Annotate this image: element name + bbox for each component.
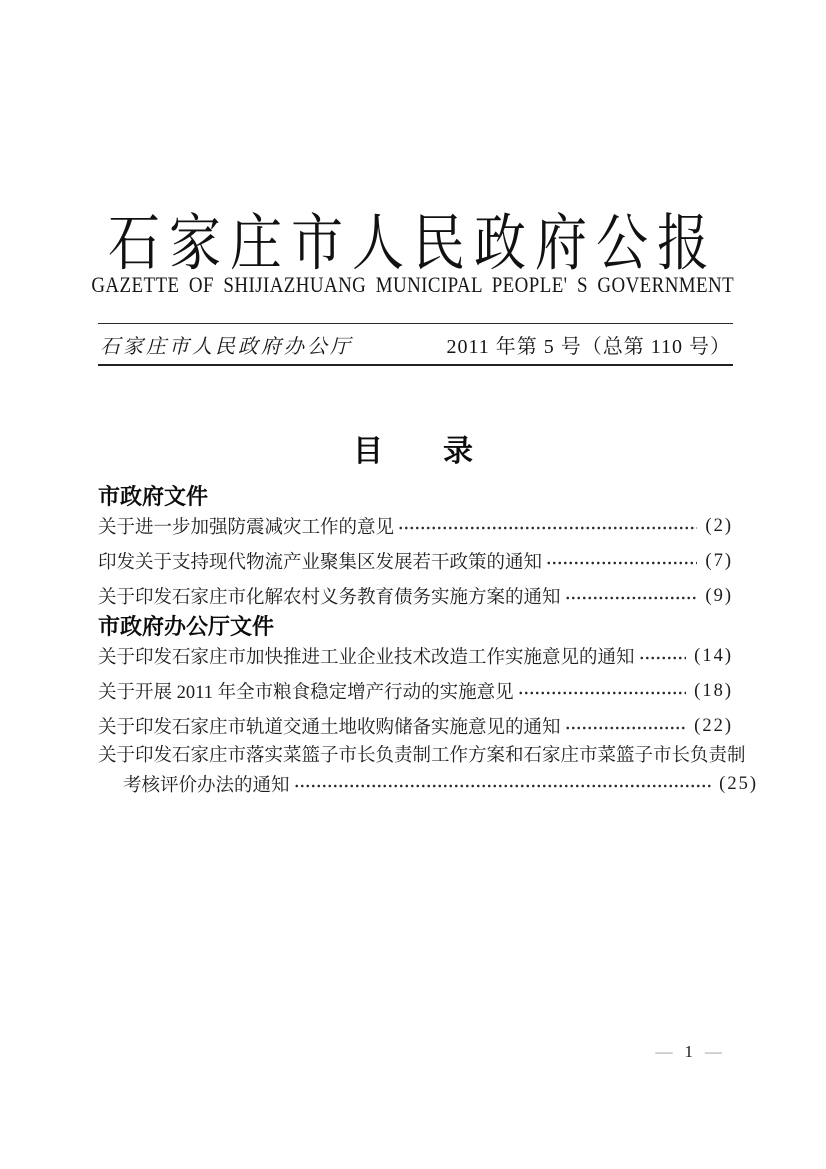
issue-bar: [98, 323, 733, 366]
toc-row: [98, 679, 733, 703]
toc-item-title-line1: 关于印发石家庄市落实菜篮子市长负责制工作方案和石家庄市菜篮子市长负责制: [98, 746, 746, 766]
toc-dot-leader: [565, 584, 698, 608]
toc-title: 目 录: [353, 435, 473, 468]
toc-page-number: (7): [705, 550, 733, 571]
toc-page-number: (22): [694, 715, 733, 736]
toc-row: [98, 714, 733, 738]
page-number: 1: [684, 1042, 693, 1061]
toc-row: [98, 772, 758, 796]
toc-item-title: 关于印发石家庄市轨道交通土地收购储备实施意见的通知: [98, 718, 561, 738]
toc-row: [98, 644, 733, 668]
gazette-title: [0, 193, 826, 278]
footer-page-number: [656, 1042, 723, 1062]
toc-item-title: 关于开展 2011 年全市粮食稳定增产行动的实施意见: [98, 683, 514, 703]
gazette-title-text: 石家庄市人民政府公报: [107, 210, 718, 278]
toc-item-title: 关于印发石家庄市化解农村义务教育债务实施方案的通知: [98, 588, 561, 608]
toc-page-number: (2): [705, 515, 733, 536]
toc-row: [98, 742, 746, 766]
toc-item-title: 印发关于支持现代物流产业聚集区发展若干政策的通知: [98, 553, 543, 573]
toc-dot-leader: [398, 514, 697, 538]
toc-item-title: 关于印发石家庄市加快推进工业企业技术改造工作实施意见的通知: [98, 648, 635, 668]
toc-page-number: (18): [694, 680, 733, 701]
toc-dot-leader: [518, 679, 687, 703]
toc-dot-leader: [294, 772, 712, 796]
toc-dot-leader: [546, 549, 697, 573]
toc-dot-leader: [565, 714, 687, 738]
toc-item-title: 关于进一步加强防震减灾工作的意见: [98, 518, 395, 538]
toc-page-number: (9): [705, 585, 733, 606]
gazette-subtitle-text: GAZETTE OF SHIJIAZHUANG MUNICIPAL PEOPLE' S GOVERNMENT: [91, 272, 735, 297]
publisher-name: 石家庄市人民政府办公厅: [100, 335, 353, 358]
toc-item-title-line2: 考核评价办法的通知: [123, 776, 290, 796]
gazette-subtitle: [0, 272, 826, 298]
toc-section-heading-office-documents: 市政府办公厅文件: [98, 614, 275, 639]
toc-row: [98, 584, 733, 608]
page-dash-right: —: [705, 1042, 722, 1061]
toc-row: [98, 549, 733, 573]
page-dash-left: —: [655, 1042, 673, 1061]
toc-page-number: (25): [719, 773, 758, 794]
issue-number: 2011 年第 5 号（总第 110 号）: [446, 335, 731, 358]
toc-page-number: (14): [694, 645, 733, 666]
toc-section-heading-government-documents: 市政府文件: [98, 484, 209, 509]
toc-row: [98, 514, 733, 538]
toc-dot-leader: [639, 644, 687, 668]
